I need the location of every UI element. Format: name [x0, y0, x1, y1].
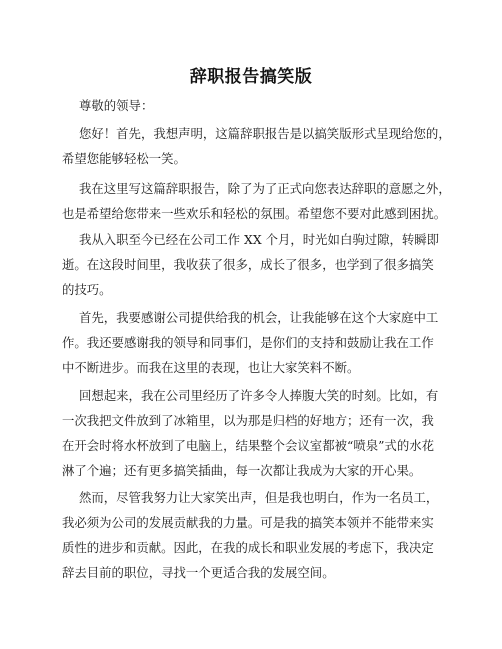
paragraph-line: 我在这里写这篇辞职报告，除了为了正式向您表达辞职的意愿之外，	[79, 181, 451, 196]
paragraph-line: 然而，尽管我努力让大家笑出声，但是我也明白，作为一名员工，	[79, 490, 439, 505]
paragraph-line: 淋了个遍；还有更多搞笑插曲，每一次都让我成为大家的开心果。	[62, 463, 422, 478]
paragraph-4	[62, 305, 446, 380]
paragraph-line: 逝。在这段时间里，我收获了很多，成长了很多，也学到了很多搞笑	[62, 257, 434, 272]
paragraph-line: 的技巧。	[62, 282, 112, 297]
paragraph-1	[62, 121, 451, 171]
paragraph-line: 作。我还要感谢我的领导和同事们，是你们的支持和鼓励让我在工作	[62, 335, 434, 350]
paragraph-line: 您好！首先，我想声明，这篇辞职报告是以搞笑版形式呈现给您的，	[79, 126, 451, 141]
paragraph-5	[62, 383, 446, 483]
paragraph-line: 辞去目前的职位，寻找一个更适合我的发展空间。	[62, 565, 335, 580]
paragraph-line: 一次我把文件放到了冰箱里，以为那是归档的好地方；还有一次，我	[62, 413, 434, 428]
paragraph-line: 也是希望给您带来一些欢乐和轻松的氛围。希望您不要对此感到困扰。	[62, 206, 447, 221]
paragraph-line: 首先，我要感谢公司提供给我的机会，让我能够在这个大家庭中工	[79, 310, 439, 325]
paragraph-line: 我从入职至今已经在公司工作 XX 个月，时光如白驹过隙，转瞬即	[79, 232, 440, 247]
paragraph-line: 在开会时将水杯放到了电脑上，结果整个会议室都被“喷泉”式的水花	[62, 438, 434, 453]
salutation	[62, 93, 446, 118]
paragraph-line: 质性的进步和贡献。因此，在我的成长和职业发展的考虑下，我决定	[62, 540, 434, 555]
document-title: 辞职报告搞笑版	[189, 67, 313, 87]
paragraph-line: 我必须为公司的发展贡献我的力量。可是我的搞笑本领并不能带来实	[62, 515, 434, 530]
salutation-text: 尊敬的领导：	[79, 98, 154, 113]
paragraph-3	[62, 227, 446, 302]
paragraph-line: 中不断进步。而我在这里的表现，也让大家笑料不断。	[62, 360, 360, 375]
paragraph-line: 希望您能够轻松一笑。	[62, 151, 186, 166]
paragraph-6	[62, 485, 446, 585]
paragraph-2	[62, 176, 451, 226]
paragraph-line: 回想起来，我在公司里经历了许多令人捧腹大笑的时刻。比如，有	[79, 388, 439, 403]
